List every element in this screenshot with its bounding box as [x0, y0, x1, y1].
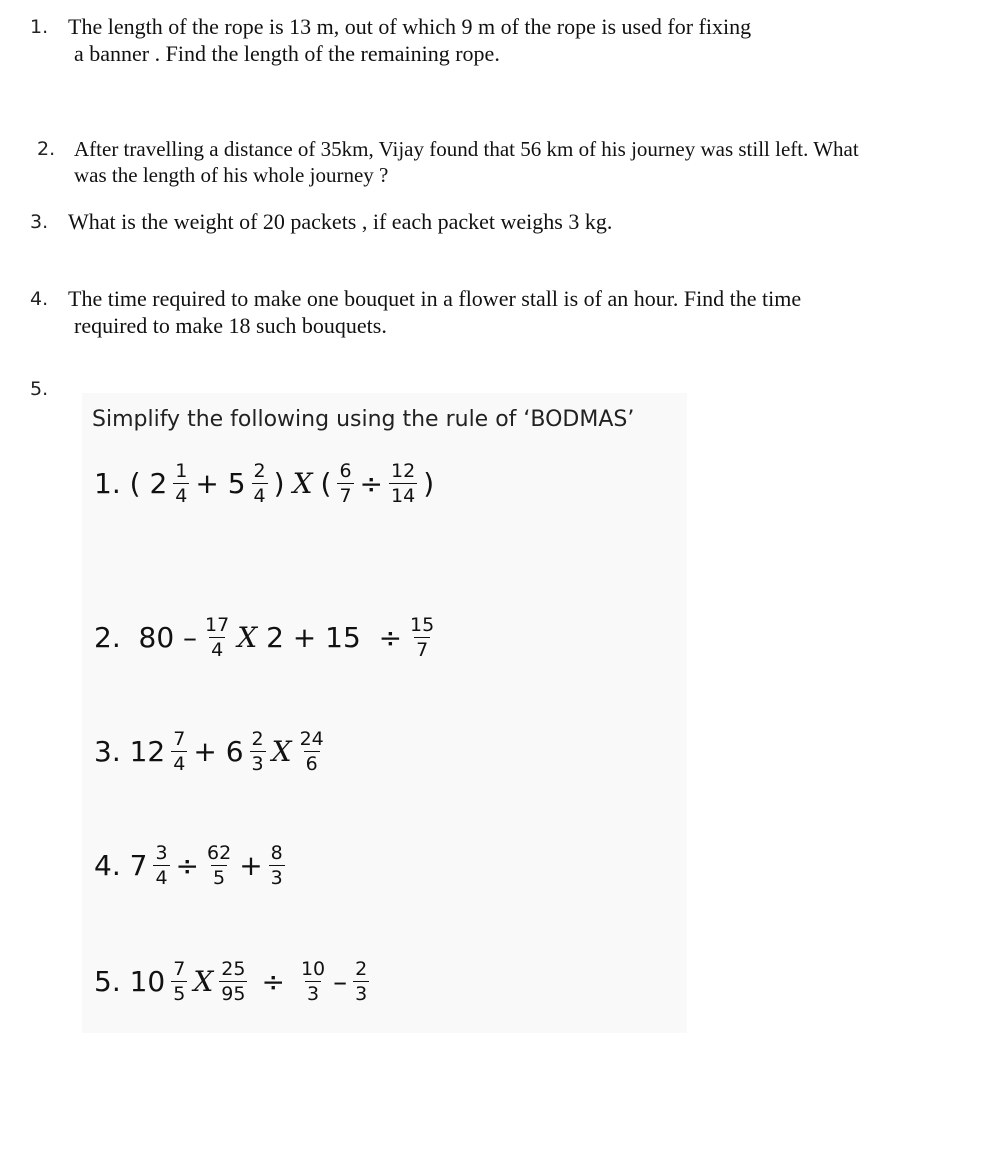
question-line: After travelling a distance of 35km, Vijay found that 56 km of his journey was still left. What	[74, 137, 859, 161]
question-text	[68, 208, 612, 235]
bodmas-panel	[82, 393, 687, 1033]
question-line: a banner . Find the length of the remaining rope.	[74, 41, 500, 66]
bodmas-instruction: Simplify the following using the rule of ‘BODMAS’	[92, 407, 635, 432]
question-line: was the length of his whole journey ?	[74, 163, 389, 187]
question-line: What is the weight of 20 packets , if each packet weighs 3 kg.	[68, 209, 613, 234]
question-line: The length of the rope is 13 m, out of which 9 m of the rope is used for fixing	[68, 14, 752, 39]
bodmas-expression-2: 2. 80 – $\frac{17}{4}$ X 2 + 15 ÷ $\frac{15}{7}$	[94, 614, 435, 661]
question-text	[68, 13, 751, 67]
question-number: 3.	[30, 211, 49, 233]
question-line: required to make 18 such bouquets.	[74, 313, 387, 338]
question-number: 1.	[30, 16, 49, 38]
bodmas-expression-3: 3. 12 $\frac{7}{4}$ + 6 $\frac{2}{3}$ X $\frac{24}{6}$	[94, 728, 324, 775]
question-number: 2.	[37, 138, 56, 160]
question-number: 5.	[30, 378, 49, 400]
question-line: The time required to make one bouquet in a flower stall is of an hour. Find the time	[68, 286, 802, 311]
bodmas-expression-4: 4. 7 $\frac{3}{4}$ ÷ $\frac{62}{5}$ + $\frac{8}{3}$	[94, 842, 283, 889]
bodmas-expression-5: 5. 10 $\frac{7}{5}$ X $\frac{25}{95}$ ÷ $\frac{10}{3}$ – $\frac{2}{3}$	[94, 958, 368, 1005]
bodmas-expression-1: 1. ( 2 $\frac{1}{4}$ + 5 $\frac{2}{4}$ ) X ( $\frac{6}{7}$ ÷ $\frac{12}{14}$ )	[94, 460, 435, 507]
question-number: 4.	[30, 288, 49, 310]
question-text	[74, 136, 859, 188]
question-text	[68, 285, 801, 339]
